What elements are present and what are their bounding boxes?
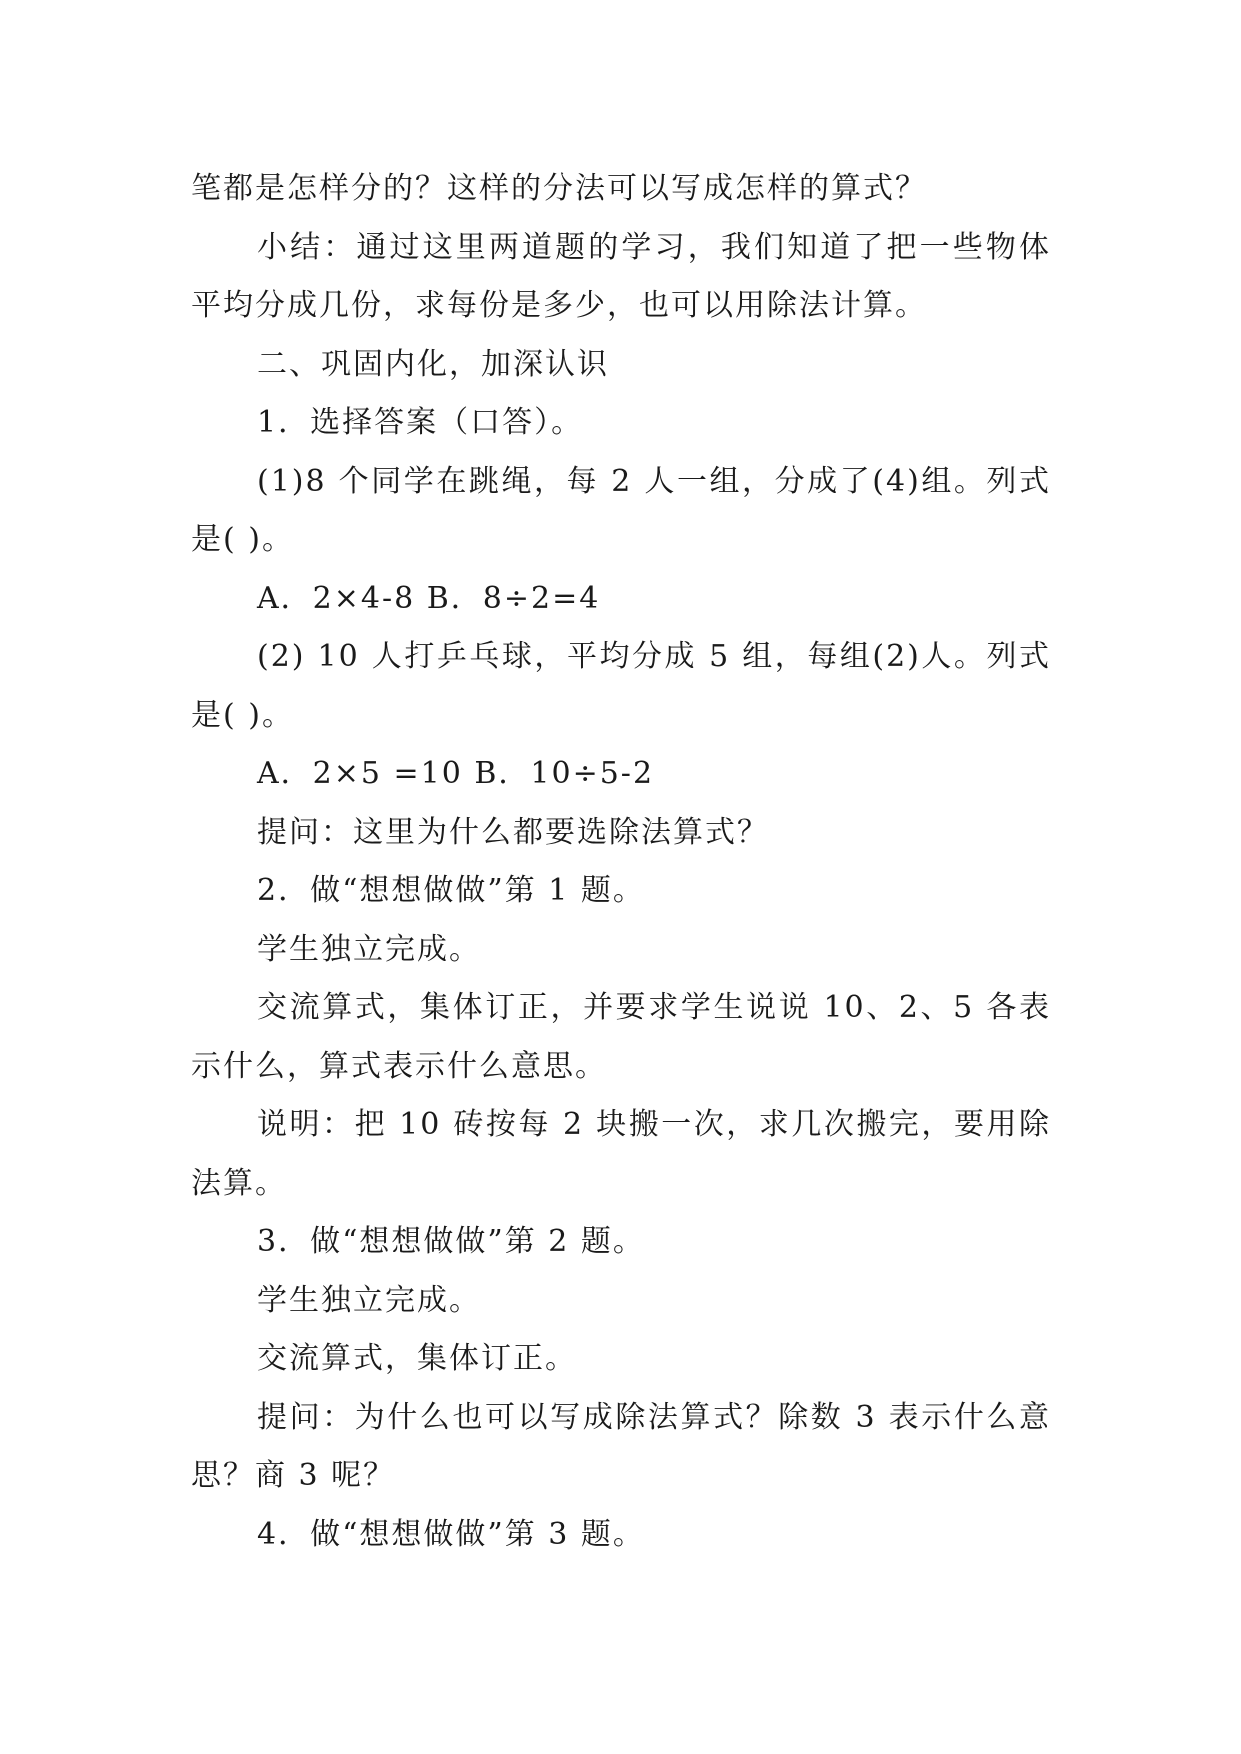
exercise-3-prompt: 提问：为什么也可以写成除法算式？除数 3 表示什么意思？商 3 呢？ — [191, 1399, 1051, 1493]
question-prompt: 提问：这里为什么都要选除法算式？ — [257, 814, 769, 850]
question-1-options: A．2×4-8 B．8÷2=4 — [257, 580, 601, 616]
exercise-2-instruction: 学生独立完成。 — [257, 931, 481, 967]
exercise-2-discussion: 交流算式，集体订正，并要求学生说说 10、2、5 各表示什么，算式表示什么意思。 — [191, 990, 1051, 1084]
document-body — [191, 160, 1051, 1564]
exercise-4-title: 4．做“想想做做”第 3 题。 — [257, 1516, 645, 1552]
paragraph-summary: 小结：通过这里两道题的学习，我们知道了把一些物体平均分成几份，求每份是多少，也可以用除法计算。 — [191, 229, 1051, 323]
question-2-options: A．2×5 =10 B．10÷5-2 — [257, 756, 655, 791]
section-heading: 二、巩固内化，加深认识 — [257, 346, 609, 382]
exercise-3-discussion: 交流算式，集体订正。 — [257, 1341, 577, 1376]
exercise-2-explanation: 说明：把 10 砖按每 2 块搬一次，求几次搬完，要用除法算。 — [191, 1107, 1051, 1201]
exercise-3-instruction: 学生独立完成。 — [257, 1282, 481, 1318]
question-1: (1)8 个同学在跳绳，每 2 人一组，分成了(4)组。列式是( )。 — [191, 463, 1051, 557]
paragraph-continuation: 笔都是怎样分的？这样的分法可以写成怎样的算式？ — [191, 171, 927, 206]
exercise-1-title: 1．选择答案（口答）。 — [257, 405, 584, 440]
exercise-2-title: 2．做“想想做做”第 1 题。 — [257, 873, 645, 908]
question-2: (2) 10 人打乒乓球，平均分成 5 组，每组(2)人。列式是( )。 — [191, 639, 1051, 733]
exercise-3-title: 3．做“想想做做”第 2 题。 — [257, 1224, 645, 1259]
